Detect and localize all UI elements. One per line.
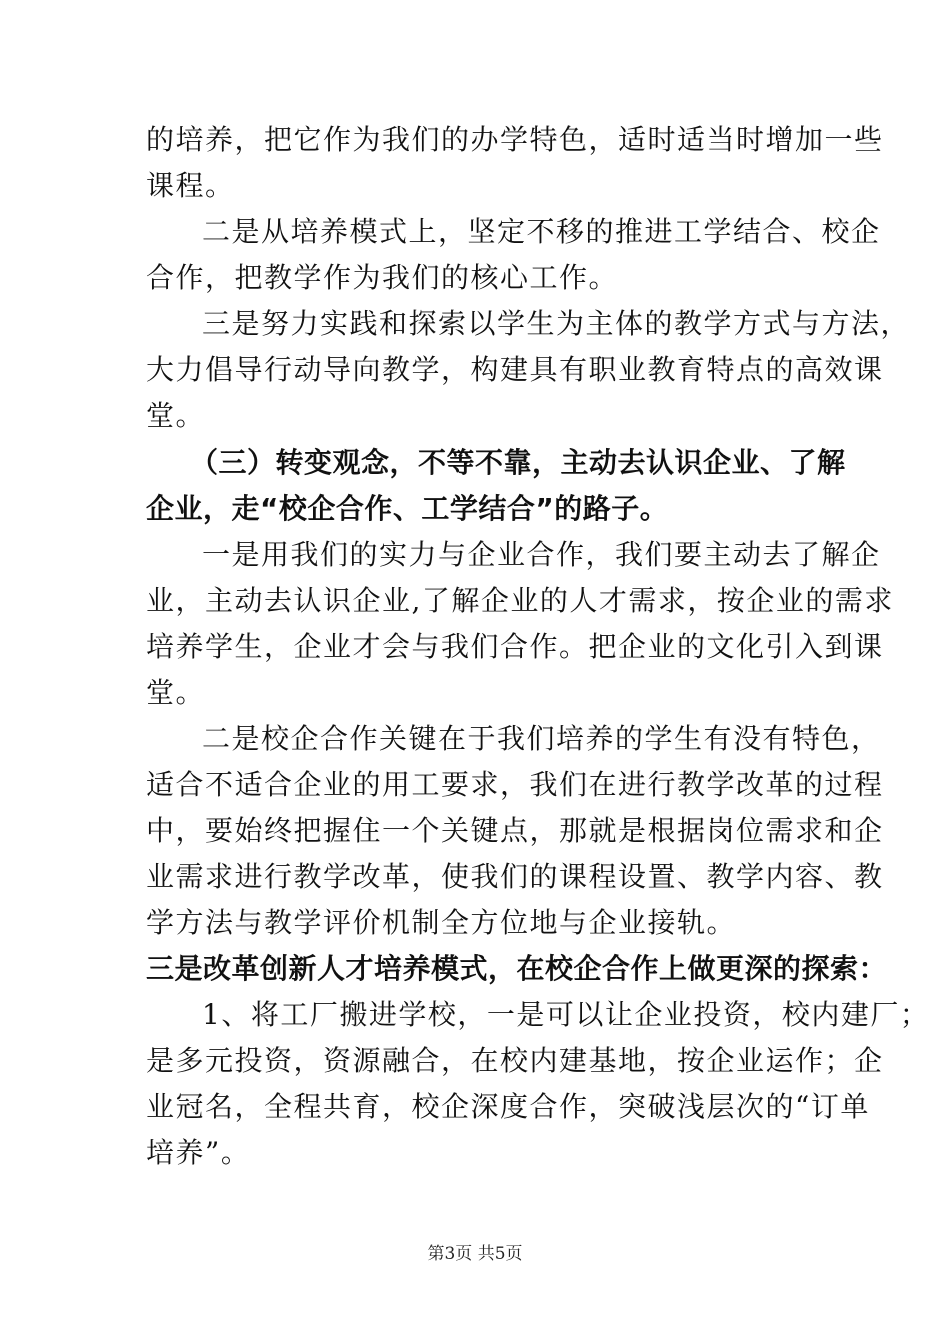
section-heading: 企业，走“校企合作、工学结合”的路子。 <box>146 492 669 525</box>
paragraph-line: 培养”。 <box>146 1136 251 1169</box>
paragraph-line: 中，要始终把握住一个关键点，那就是根据岗位需求和企 <box>146 814 884 847</box>
paragraph-line: 培养学生，企业才会与我们合作。把企业的文化引入到课 <box>146 630 884 663</box>
section-heading: （三）转变观念，不等不靠，主动去认识企业、了解 <box>190 446 846 479</box>
paragraph-line: 堂。 <box>146 399 206 432</box>
paragraph-line: 一是用我们的实力与企业合作，我们要主动去了解企 <box>202 538 881 571</box>
paragraph-line: 的培养，把它作为我们的办学特色，适时适当时增加一些 <box>146 123 884 156</box>
paragraph-line: 是多元投资，资源融合，在校内建基地，按企业运作；企 <box>146 1044 884 1077</box>
paragraph-line: 合作，把教学作为我们的核心工作。 <box>146 261 619 294</box>
paragraph-line: 适合不适合企业的用工要求，我们在进行教学改革的过程 <box>146 768 884 801</box>
paragraph-line: 二是校企合作关键在于我们培养的学生有没有特色， <box>202 722 881 755</box>
paragraph-line: 业，主动去认识企业,了解企业的人才需求，按企业的需求 <box>146 584 894 617</box>
paragraph-line: 业需求进行教学改革，使我们的课程设置、教学内容、教 <box>146 860 884 893</box>
paragraph-line: 二是从培养模式上，坚定不移的推进工学结合、校企 <box>202 215 881 248</box>
section-heading: 三是改革创新人才培养模式，在校企合作上做更深的探索： <box>146 952 888 985</box>
paragraph-line: 1、将工厂搬进学校，一是可以让企业投资，校内建厂； <box>202 998 930 1031</box>
paragraph-line: 大力倡导行动导向教学，构建具有职业教育特点的高效课 <box>146 353 884 386</box>
paragraph-line: 业冠名，全程共育，校企深度合作，突破浅层次的“订单 <box>146 1090 870 1123</box>
paragraph-line: 堂。 <box>146 676 206 709</box>
paragraph-line: 学方法与教学评价机制全方位地与企业接轨。 <box>146 906 737 939</box>
paragraph-line: 三是努力实践和探索以学生为主体的教学方式与方法， <box>202 307 911 340</box>
page-footer: 第3页 共5页 <box>427 1244 523 1264</box>
paragraph-line: 课程。 <box>146 169 235 202</box>
